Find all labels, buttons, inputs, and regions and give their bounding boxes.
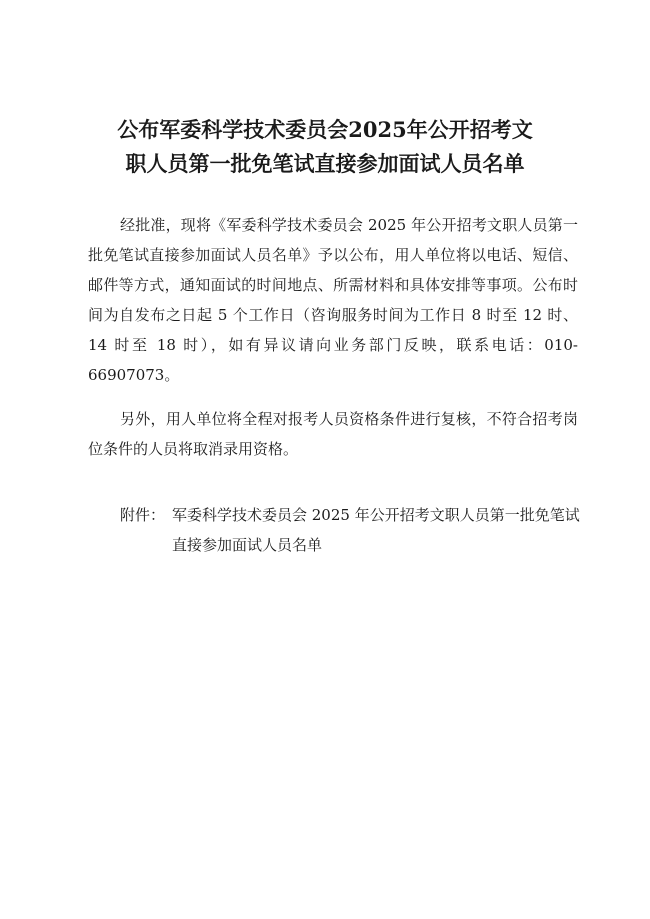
title-line-2: 职人员第一批免笔试直接参加面试人员名单 — [125, 151, 525, 176]
paragraph-review-notice: 另外，用人单位将全程对报考人员资格条件进行复核，不符合招考岗位条件的人员将取消录用资格。 — [88, 410, 578, 458]
attachment-link[interactable]: 军委科学技术委员会 2025 年公开招考文职人员第一批免笔试直接参加面试人员名单 — [172, 506, 580, 554]
attachment-label: 附件： — [120, 506, 166, 524]
document-title — [70, 113, 580, 181]
attachment-note — [120, 500, 580, 560]
paragraph-announcement: 经批准，现将《军委科学技术委员会 2025 年公开招考文职人员第一批免笔试直接参加面试人员名单》予以公布，用人单位将以电话、短信、邮件等方式，通知面试的时间地点、所需材料和具体安排等事项。公布时间为自发布之日起 5 个工作日（咨询服务时间为工作日 8 时至 12 时、14 时至 18 时），如有异议请向业务部门反映，联系电话：010-66907073。 — [88, 216, 578, 384]
title-line-1: 公布军委科学技术委员会2025年公开招考文 — [117, 117, 533, 142]
